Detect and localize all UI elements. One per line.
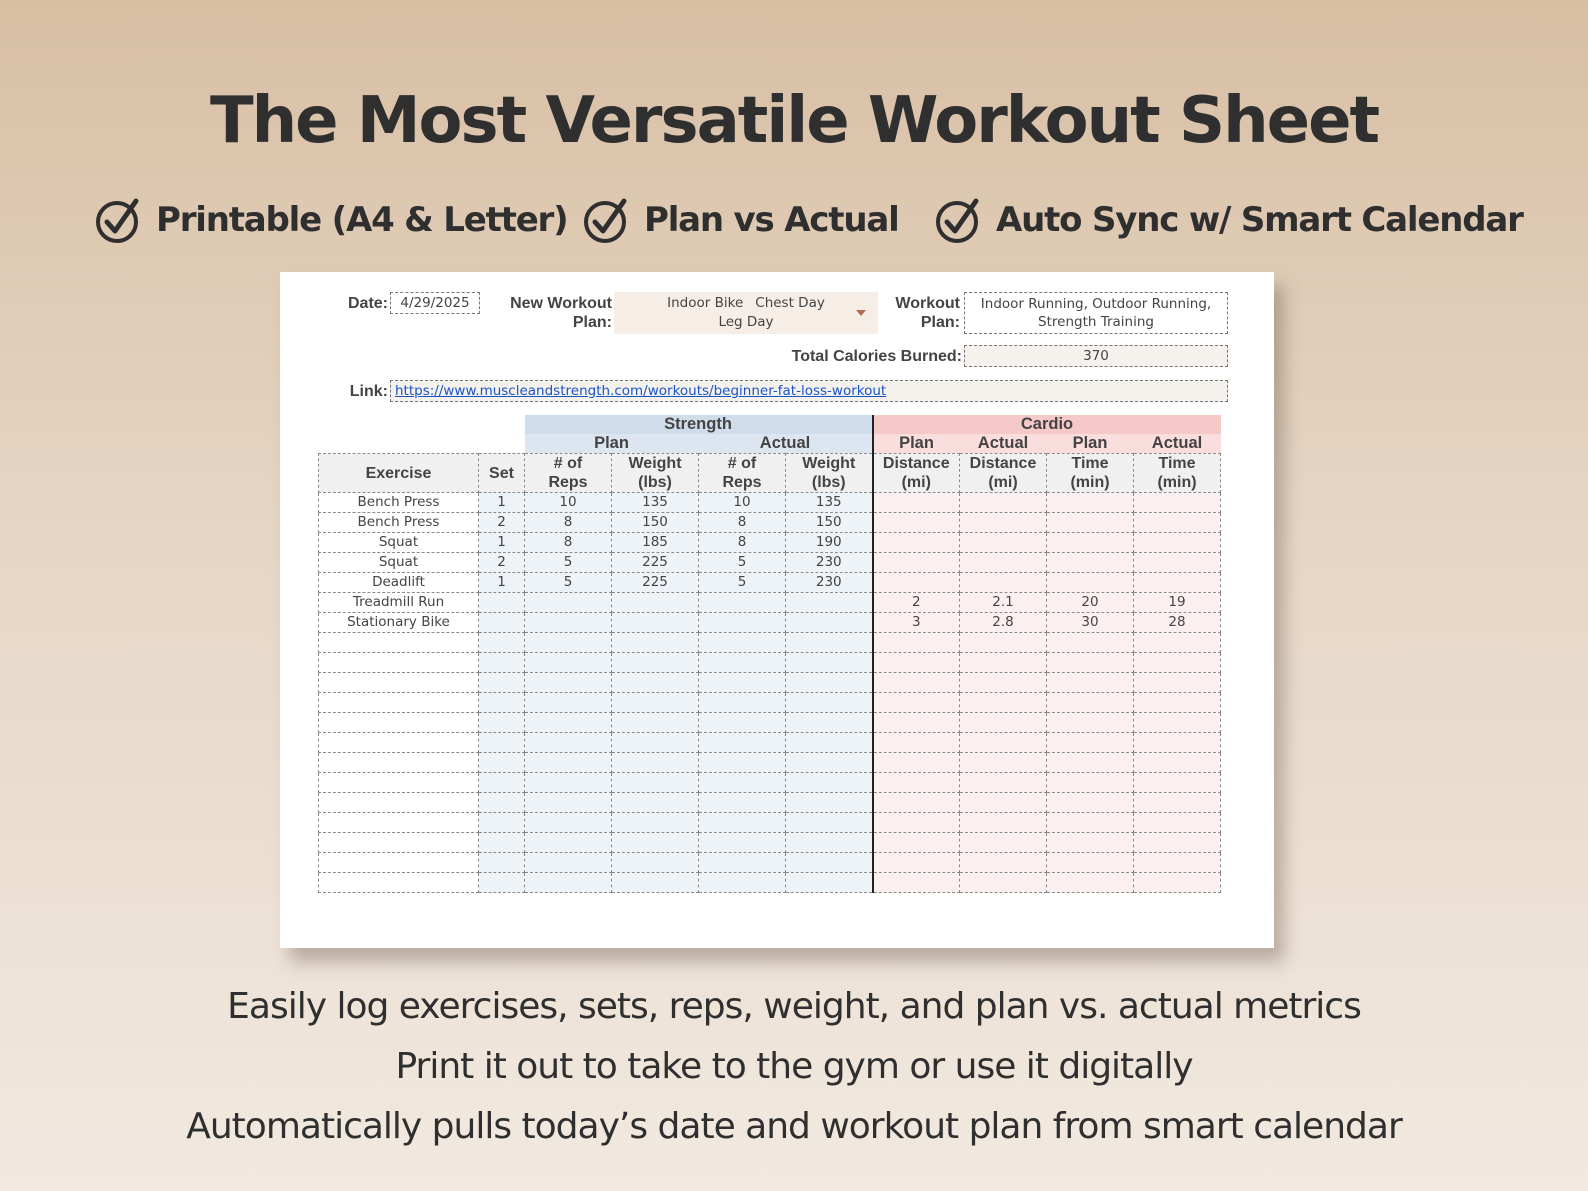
value-cell[interactable]: [873, 693, 960, 713]
value-cell[interactable]: [1134, 753, 1221, 773]
value-cell[interactable]: [612, 833, 699, 853]
column-header-line: Set: [489, 464, 514, 482]
value-cell[interactable]: [612, 853, 699, 873]
value-cell[interactable]: [786, 753, 873, 773]
value-cell[interactable]: [1134, 553, 1221, 573]
workout-plan-field[interactable]: [964, 292, 1228, 334]
value-cell[interactable]: 30: [1047, 613, 1134, 633]
value-cell[interactable]: [699, 653, 786, 673]
column-header-row: [319, 454, 1221, 493]
new-workout-plan-label-line: Plan:: [572, 314, 612, 331]
value-cell[interactable]: [1134, 533, 1221, 553]
value-cell[interactable]: [525, 613, 612, 633]
value-cell[interactable]: [699, 673, 786, 693]
value-cell[interactable]: 1: [479, 493, 525, 513]
header-spacer: [319, 434, 525, 454]
value-cell[interactable]: [1047, 513, 1134, 533]
value-cell[interactable]: [873, 873, 960, 893]
value-cell[interactable]: [525, 673, 612, 693]
value-cell[interactable]: 8: [699, 513, 786, 533]
feature-label: Plan vs Actual: [644, 200, 899, 240]
value-cell[interactable]: 150: [786, 513, 873, 533]
subgroup-header-row: [319, 434, 1221, 454]
table-row: [319, 873, 1221, 893]
dropdown-arrow-icon[interactable]: [856, 310, 866, 316]
column-header-line: # of: [727, 455, 757, 472]
value-cell[interactable]: 5: [699, 553, 786, 573]
column-header-line: # of: [553, 455, 583, 472]
date-label: Date:: [347, 295, 388, 312]
value-cell[interactable]: [1047, 653, 1134, 673]
value-cell[interactable]: [1047, 793, 1134, 813]
column-header-line: Distance: [882, 455, 950, 472]
table-row: [319, 713, 1221, 733]
value-cell[interactable]: [479, 773, 525, 793]
value-cell[interactable]: 150: [612, 513, 699, 533]
value-cell[interactable]: [699, 753, 786, 773]
column-header-line: (min): [1157, 474, 1197, 491]
group-header-row: [319, 415, 1221, 434]
value-cell[interactable]: [525, 833, 612, 853]
value-cell[interactable]: [960, 833, 1047, 853]
column-header-line: (mi): [901, 474, 931, 491]
plan-chip: Leg Day: [718, 314, 774, 330]
subgroup-cardio-0: Plan: [873, 434, 960, 454]
value-cell[interactable]: [612, 753, 699, 773]
exercise-cell[interactable]: [319, 793, 479, 813]
exercise-cell[interactable]: [319, 713, 479, 733]
value-cell[interactable]: [612, 613, 699, 633]
value-cell[interactable]: [786, 673, 873, 693]
value-cell[interactable]: [960, 793, 1047, 813]
subtitle-line: Print it out to take to the gym or use it digitally: [395, 1046, 1193, 1087]
value-cell[interactable]: 2: [479, 513, 525, 533]
value-cell[interactable]: [873, 773, 960, 793]
value-cell[interactable]: 2: [873, 593, 960, 613]
value-cell[interactable]: [525, 593, 612, 613]
table-row: [319, 673, 1221, 693]
subtitle-line: Easily log exercises, sets, reps, weight, and plan vs. actual metrics: [227, 986, 1361, 1027]
value-cell[interactable]: [873, 573, 960, 593]
exercise-cell[interactable]: [319, 813, 479, 833]
value-cell[interactable]: [960, 553, 1047, 573]
new-workout-plan-dropdown[interactable]: [614, 292, 878, 334]
value-cell[interactable]: [960, 753, 1047, 773]
value-cell[interactable]: [612, 653, 699, 673]
value-cell[interactable]: [699, 793, 786, 813]
workout-plan-value-line: Indoor Running, Outdoor Running,: [980, 296, 1212, 312]
value-cell[interactable]: [786, 773, 873, 793]
table-row: [319, 533, 1221, 553]
group-cardio: Cardio: [873, 415, 1221, 434]
value-cell[interactable]: [525, 813, 612, 833]
value-cell[interactable]: [479, 813, 525, 833]
value-cell[interactable]: [525, 713, 612, 733]
value-cell[interactable]: [960, 693, 1047, 713]
value-cell[interactable]: [1134, 493, 1221, 513]
value-cell[interactable]: [699, 633, 786, 653]
feature-label: Auto Sync w/ Smart Calendar: [996, 200, 1523, 240]
value-cell[interactable]: 2: [479, 553, 525, 573]
value-cell[interactable]: [960, 733, 1047, 753]
value-cell[interactable]: [873, 633, 960, 653]
value-cell[interactable]: 5: [525, 573, 612, 593]
column-header-line: Time: [1071, 455, 1109, 472]
value-cell[interactable]: 135: [786, 493, 873, 513]
check-circle-icon: [934, 195, 984, 245]
calories-field[interactable]: 370: [964, 345, 1228, 367]
value-cell[interactable]: [525, 653, 612, 673]
table-row: [319, 553, 1221, 573]
value-cell[interactable]: [1047, 733, 1134, 753]
table-row: [319, 593, 1221, 613]
plan-chip: Chest Day: [755, 295, 825, 311]
value-cell[interactable]: [612, 873, 699, 893]
workout-plan-label-line: Plan:: [920, 314, 960, 331]
value-cell[interactable]: [1134, 873, 1221, 893]
value-cell[interactable]: [612, 593, 699, 613]
feature-label: Printable (A4 & Letter): [156, 200, 568, 240]
value-cell[interactable]: [525, 853, 612, 873]
value-cell[interactable]: [1047, 713, 1134, 733]
value-cell[interactable]: [960, 513, 1047, 533]
value-cell[interactable]: [786, 793, 873, 813]
exercise-cell[interactable]: [319, 853, 479, 873]
value-cell[interactable]: 28: [1134, 613, 1221, 633]
value-cell[interactable]: [786, 813, 873, 833]
value-cell[interactable]: [1047, 553, 1134, 573]
value-cell[interactable]: [873, 793, 960, 813]
value-cell[interactable]: 5: [699, 573, 786, 593]
value-cell[interactable]: [786, 613, 873, 633]
value-cell[interactable]: [1047, 813, 1134, 833]
subgroup-strength-plan: Plan: [525, 434, 699, 454]
subgroup-cardio-2: Plan: [1047, 434, 1134, 454]
feature-auto-sync: [934, 190, 1523, 250]
column-header-line: (mi): [988, 474, 1018, 491]
date-field[interactable]: 4/29/2025: [390, 292, 480, 314]
value-cell[interactable]: [479, 853, 525, 873]
value-cell[interactable]: [525, 793, 612, 813]
value-cell[interactable]: [1047, 573, 1134, 593]
column-header: [1134, 454, 1221, 493]
subgroup-strength-actual: Actual: [699, 434, 873, 454]
value-cell[interactable]: [699, 613, 786, 633]
value-cell[interactable]: [479, 713, 525, 733]
value-cell[interactable]: 8: [699, 533, 786, 553]
check-circle-icon: [94, 195, 144, 245]
exercise-cell[interactable]: [319, 693, 479, 713]
exercise-cell[interactable]: [319, 753, 479, 773]
value-cell[interactable]: [873, 673, 960, 693]
table-row: [319, 573, 1221, 593]
value-cell[interactable]: [960, 713, 1047, 733]
value-cell[interactable]: 3: [873, 613, 960, 633]
table-row: [319, 833, 1221, 853]
column-header: [873, 454, 960, 493]
header-spacer: [319, 415, 525, 434]
table-row: [319, 753, 1221, 773]
exercise-cell[interactable]: Bench Press: [319, 513, 479, 533]
exercise-cell[interactable]: [319, 873, 479, 893]
value-cell[interactable]: [873, 513, 960, 533]
column-header: [699, 454, 786, 493]
value-cell[interactable]: [873, 533, 960, 553]
value-cell[interactable]: 225: [612, 553, 699, 573]
column-header-line: Exercise: [365, 464, 432, 482]
value-cell[interactable]: 190: [786, 533, 873, 553]
value-cell[interactable]: [479, 733, 525, 753]
value-cell[interactable]: [479, 633, 525, 653]
column-header: [786, 454, 873, 493]
value-cell[interactable]: [525, 773, 612, 793]
value-cell[interactable]: [525, 733, 612, 753]
value-cell[interactable]: [1047, 673, 1134, 693]
value-cell[interactable]: [1134, 513, 1221, 533]
value-cell[interactable]: 19: [1134, 593, 1221, 613]
value-cell[interactable]: [479, 613, 525, 633]
value-cell[interactable]: [786, 653, 873, 673]
subgroup-cardio-1: Actual: [960, 434, 1047, 454]
column-header-line: Weight: [802, 455, 856, 472]
value-cell[interactable]: [960, 573, 1047, 593]
page-title: The Most Versatile Workout Sheet: [209, 84, 1379, 158]
exercise-cell[interactable]: [319, 773, 479, 793]
value-cell[interactable]: [960, 853, 1047, 873]
value-cell[interactable]: [479, 693, 525, 713]
value-cell[interactable]: 2.1: [960, 593, 1047, 613]
value-cell[interactable]: [1047, 633, 1134, 653]
exercise-cell[interactable]: [319, 733, 479, 753]
value-cell[interactable]: [1134, 653, 1221, 673]
value-cell[interactable]: [1134, 773, 1221, 793]
value-cell[interactable]: [699, 853, 786, 873]
value-cell[interactable]: 20: [1047, 593, 1134, 613]
value-cell[interactable]: [786, 633, 873, 653]
value-cell[interactable]: [873, 733, 960, 753]
exercise-cell[interactable]: Treadmill Run: [319, 593, 479, 613]
value-cell[interactable]: [786, 833, 873, 853]
workout-plan-label-line: Workout: [895, 295, 960, 312]
value-cell[interactable]: [786, 713, 873, 733]
table-row: [319, 613, 1221, 633]
feature-printable: [94, 190, 567, 250]
value-cell[interactable]: [960, 633, 1047, 653]
value-cell[interactable]: [786, 693, 873, 713]
value-cell[interactable]: [960, 813, 1047, 833]
workout-table: [318, 415, 1221, 893]
value-cell[interactable]: [1134, 733, 1221, 753]
value-cell[interactable]: 10: [699, 493, 786, 513]
column-header-line: Reps: [548, 474, 588, 491]
value-cell[interactable]: [960, 873, 1047, 893]
value-cell[interactable]: [1047, 873, 1134, 893]
value-cell[interactable]: 1: [479, 533, 525, 553]
value-cell[interactable]: [525, 873, 612, 893]
value-cell[interactable]: 135: [612, 493, 699, 513]
subgroup-cardio-3: Actual: [1134, 434, 1221, 454]
value-cell[interactable]: [479, 793, 525, 813]
exercise-cell[interactable]: [319, 633, 479, 653]
exercise-cell[interactable]: Deadlift: [319, 573, 479, 593]
value-cell[interactable]: [873, 493, 960, 513]
value-cell[interactable]: [1047, 853, 1134, 873]
value-cell[interactable]: [612, 773, 699, 793]
value-cell[interactable]: [1134, 573, 1221, 593]
value-cell[interactable]: [1047, 833, 1134, 853]
new-workout-plan-label: [492, 294, 612, 332]
plan-chip: Indoor Bike: [667, 295, 744, 311]
exercise-cell[interactable]: Squat: [319, 533, 479, 553]
column-header: [612, 454, 699, 493]
value-cell[interactable]: [1047, 753, 1134, 773]
check-circle-icon: [582, 195, 632, 245]
value-cell[interactable]: [699, 813, 786, 833]
value-cell[interactable]: 185: [612, 533, 699, 553]
table-row: [319, 633, 1221, 653]
value-cell[interactable]: [1047, 533, 1134, 553]
column-header: [525, 454, 612, 493]
value-cell[interactable]: [873, 653, 960, 673]
value-cell[interactable]: [873, 853, 960, 873]
value-cell[interactable]: [699, 713, 786, 733]
value-cell[interactable]: 1: [479, 573, 525, 593]
exercise-cell[interactable]: [319, 673, 479, 693]
value-cell[interactable]: 230: [786, 553, 873, 573]
exercise-cell[interactable]: [319, 653, 479, 673]
exercise-cell[interactable]: Squat: [319, 553, 479, 573]
value-cell[interactable]: 2.8: [960, 613, 1047, 633]
value-cell[interactable]: [873, 553, 960, 573]
column-header: [1047, 454, 1134, 493]
value-cell[interactable]: [786, 593, 873, 613]
exercise-cell[interactable]: [319, 833, 479, 853]
value-cell[interactable]: [786, 873, 873, 893]
column-header: [479, 454, 525, 493]
column-header: [960, 454, 1047, 493]
calories-label: Total Calories Burned:: [791, 348, 962, 365]
value-cell[interactable]: [479, 873, 525, 893]
workout-plan-value-line: Strength Training: [1038, 314, 1154, 330]
value-cell[interactable]: [699, 873, 786, 893]
value-cell[interactable]: [1134, 833, 1221, 853]
value-cell[interactable]: [960, 773, 1047, 793]
column-header-line: Weight: [628, 455, 682, 472]
link-label: Link:: [349, 383, 388, 400]
value-cell[interactable]: 230: [786, 573, 873, 593]
column-header-line: (lbs): [638, 474, 672, 491]
table-row: [319, 773, 1221, 793]
value-cell[interactable]: [960, 493, 1047, 513]
table-row: [319, 653, 1221, 673]
value-cell[interactable]: [960, 653, 1047, 673]
column-header-line: (lbs): [811, 474, 846, 491]
value-cell[interactable]: [479, 833, 525, 853]
value-cell[interactable]: [612, 733, 699, 753]
workout-link[interactable]: https://www.muscleandstrength.com/workouts/beginner-fat-loss-workout: [395, 383, 887, 399]
value-cell[interactable]: [1047, 693, 1134, 713]
value-cell[interactable]: [960, 673, 1047, 693]
table-row: [319, 853, 1221, 873]
value-cell[interactable]: [525, 633, 612, 653]
link-field[interactable]: [390, 380, 1228, 402]
table-row: [319, 513, 1221, 533]
column-header: [319, 454, 479, 493]
value-cell[interactable]: [1134, 673, 1221, 693]
group-strength: Strength: [525, 415, 873, 434]
value-cell[interactable]: [479, 753, 525, 773]
value-cell[interactable]: [1134, 853, 1221, 873]
value-cell[interactable]: [873, 833, 960, 853]
value-cell[interactable]: 5: [525, 553, 612, 573]
value-cell[interactable]: [612, 793, 699, 813]
value-cell[interactable]: [786, 733, 873, 753]
table-row: [319, 813, 1221, 833]
value-cell[interactable]: [1134, 713, 1221, 733]
value-cell[interactable]: [1134, 813, 1221, 833]
value-cell[interactable]: [960, 533, 1047, 553]
table-row: [319, 493, 1221, 513]
value-cell[interactable]: [612, 713, 699, 733]
value-cell[interactable]: [699, 593, 786, 613]
value-cell[interactable]: [699, 833, 786, 853]
value-cell[interactable]: [873, 753, 960, 773]
table-row: [319, 793, 1221, 813]
table-row: [319, 693, 1221, 713]
column-header-line: Time: [1158, 455, 1196, 472]
feature-plan-vs-actual: [582, 190, 899, 250]
column-header-line: Reps: [722, 474, 762, 491]
new-workout-plan-label-line: New Workout: [510, 295, 612, 312]
exercise-cell[interactable]: Stationary Bike: [319, 613, 479, 633]
column-header-line: Distance: [969, 455, 1037, 472]
value-cell[interactable]: [1134, 633, 1221, 653]
column-header-line: (min): [1070, 474, 1110, 491]
value-cell[interactable]: [1047, 493, 1134, 513]
value-cell[interactable]: [479, 673, 525, 693]
value-cell[interactable]: [699, 693, 786, 713]
table-row: [319, 733, 1221, 753]
value-cell[interactable]: [699, 733, 786, 753]
value-cell[interactable]: 10: [525, 493, 612, 513]
value-cell[interactable]: [479, 593, 525, 613]
value-cell[interactable]: [699, 773, 786, 793]
value-cell[interactable]: [612, 673, 699, 693]
value-cell[interactable]: [525, 753, 612, 773]
exercise-cell[interactable]: Bench Press: [319, 493, 479, 513]
value-cell[interactable]: 8: [525, 533, 612, 553]
value-cell[interactable]: [612, 633, 699, 653]
value-cell[interactable]: [786, 853, 873, 873]
value-cell[interactable]: 225: [612, 573, 699, 593]
value-cell[interactable]: [479, 653, 525, 673]
workout-sheet-preview: [280, 272, 1274, 948]
subtitle-line: Automatically pulls today’s date and workout plan from smart calendar: [186, 1106, 1402, 1147]
value-cell[interactable]: 8: [525, 513, 612, 533]
workout-plan-label: [880, 294, 960, 332]
value-cell[interactable]: [873, 713, 960, 733]
value-cell[interactable]: [1047, 773, 1134, 793]
value-cell[interactable]: [525, 693, 612, 713]
value-cell[interactable]: [612, 813, 699, 833]
value-cell[interactable]: [873, 813, 960, 833]
value-cell[interactable]: [612, 693, 699, 713]
value-cell[interactable]: [1134, 793, 1221, 813]
value-cell[interactable]: [1134, 693, 1221, 713]
